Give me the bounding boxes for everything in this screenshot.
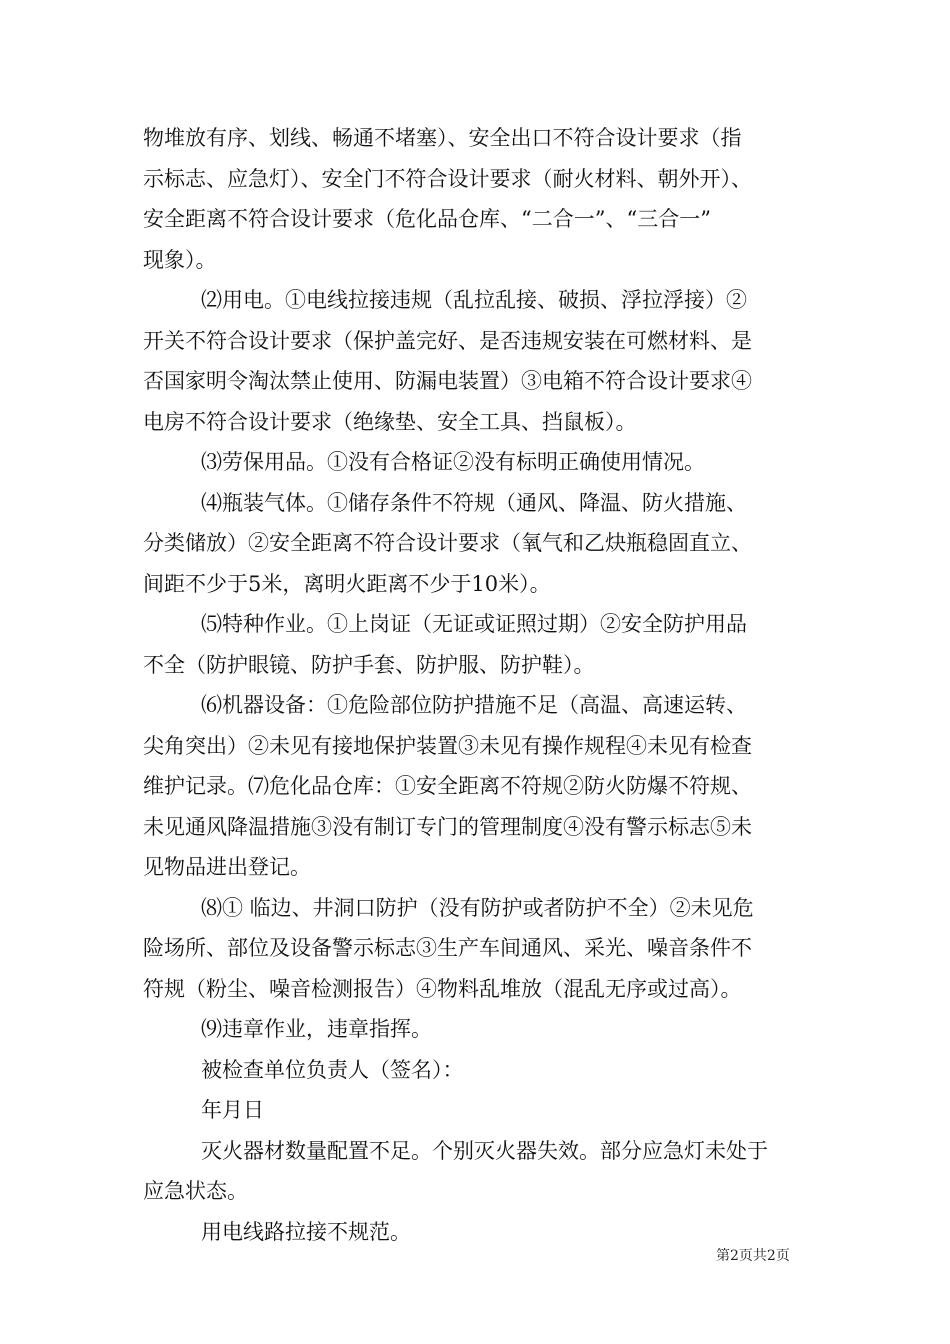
text-line: 年月日 [201,1098,264,1122]
text-line: ⑷瓶装气体。①储存条件不符规（通风、降温、防火措施、 [201,490,747,515]
text-line: 物堆放有序、划线、畅通不堵塞）、安全出口不符合设计要求（指 [143,126,742,150]
text-line: 见物品进出登记。 [143,855,311,879]
text-line: 维护记录。⑺危化品仓库：①安全距离不符规②防火防爆不符规、 [143,774,752,798]
text-line: ⑼违章作业，违章指挥。 [201,1017,432,1041]
text-line: 不全（防护眼镜、防护手套、防护服、防护鞋）。 [143,652,595,677]
text-line: 尖角突出）②未见有接地保护装置③未见有操作规程④未见有检查 [143,733,752,758]
text-line: 应急状态。 [143,1179,248,1203]
text-line: 灭火器材数量配置不足。个别灭火器失效。部分应急灯未处于 [201,1138,768,1163]
document-body [143,118,810,1252]
text-line: 间距不少于5米，离明火距离不少于10米）。 [143,571,551,596]
text-line: ⑸特种作业。①上岗证（无证或证照过期）②安全防护用品 [201,612,747,636]
text-line: ⑻① 临边、井洞口防护（没有防护或者防护不全）②未见危 [201,895,754,920]
text-line: 电房不符合设计要求（绝缘垫、安全工具、挡鼠板）。 [143,409,637,434]
text-line: 险场所、部位及设备警示标志③生产车间通风、采光、噪音条件不 [143,936,752,960]
page-number: 第2页共2页 [716,1248,790,1264]
text-line: 现象）。 [143,247,217,272]
text-line: 符规（粉尘、噪音检测报告）④物料乱堆放（混乱无序或过高）。 [143,976,742,1001]
text-line: ⑹机器设备：①危险部位防护措施不足（高温、高速运转、 [201,693,747,717]
text-line: ⑵用电。①电线拉接违规（乱拉乱接、破损、浮拉浮接）② [201,288,747,312]
text-line: 用电线路拉接不规范。 [201,1219,411,1244]
text-line: 开关不符合设计要求（保护盖完好、是否违规安装在可燃材料、是 [143,328,752,353]
text-line: 被检查单位负责人（签名）： [201,1057,464,1082]
text-line: 示标志、应急灯）、安全门不符合设计要求（耐火材料、朝外开）、 [143,166,752,191]
text-line: 安全距离不符合设计要求（危化品仓库、“二合一”、“三合一” [143,207,711,231]
text-line: 未见通风降温措施③没有制订专门的管理制度④没有警示标志⑤未 [143,814,752,839]
text-line: 分类储放）②安全距离不符合设计要求（氧气和乙炔瓶稳固直立、 [143,531,752,555]
text-line: 否国家明令淘汰禁止使用、防漏电装置）③电箱不符合设计要求④ [143,369,752,393]
text-line: ⑶劳保用品。①没有合格证②没有标明正确使用情况。 [201,450,705,474]
